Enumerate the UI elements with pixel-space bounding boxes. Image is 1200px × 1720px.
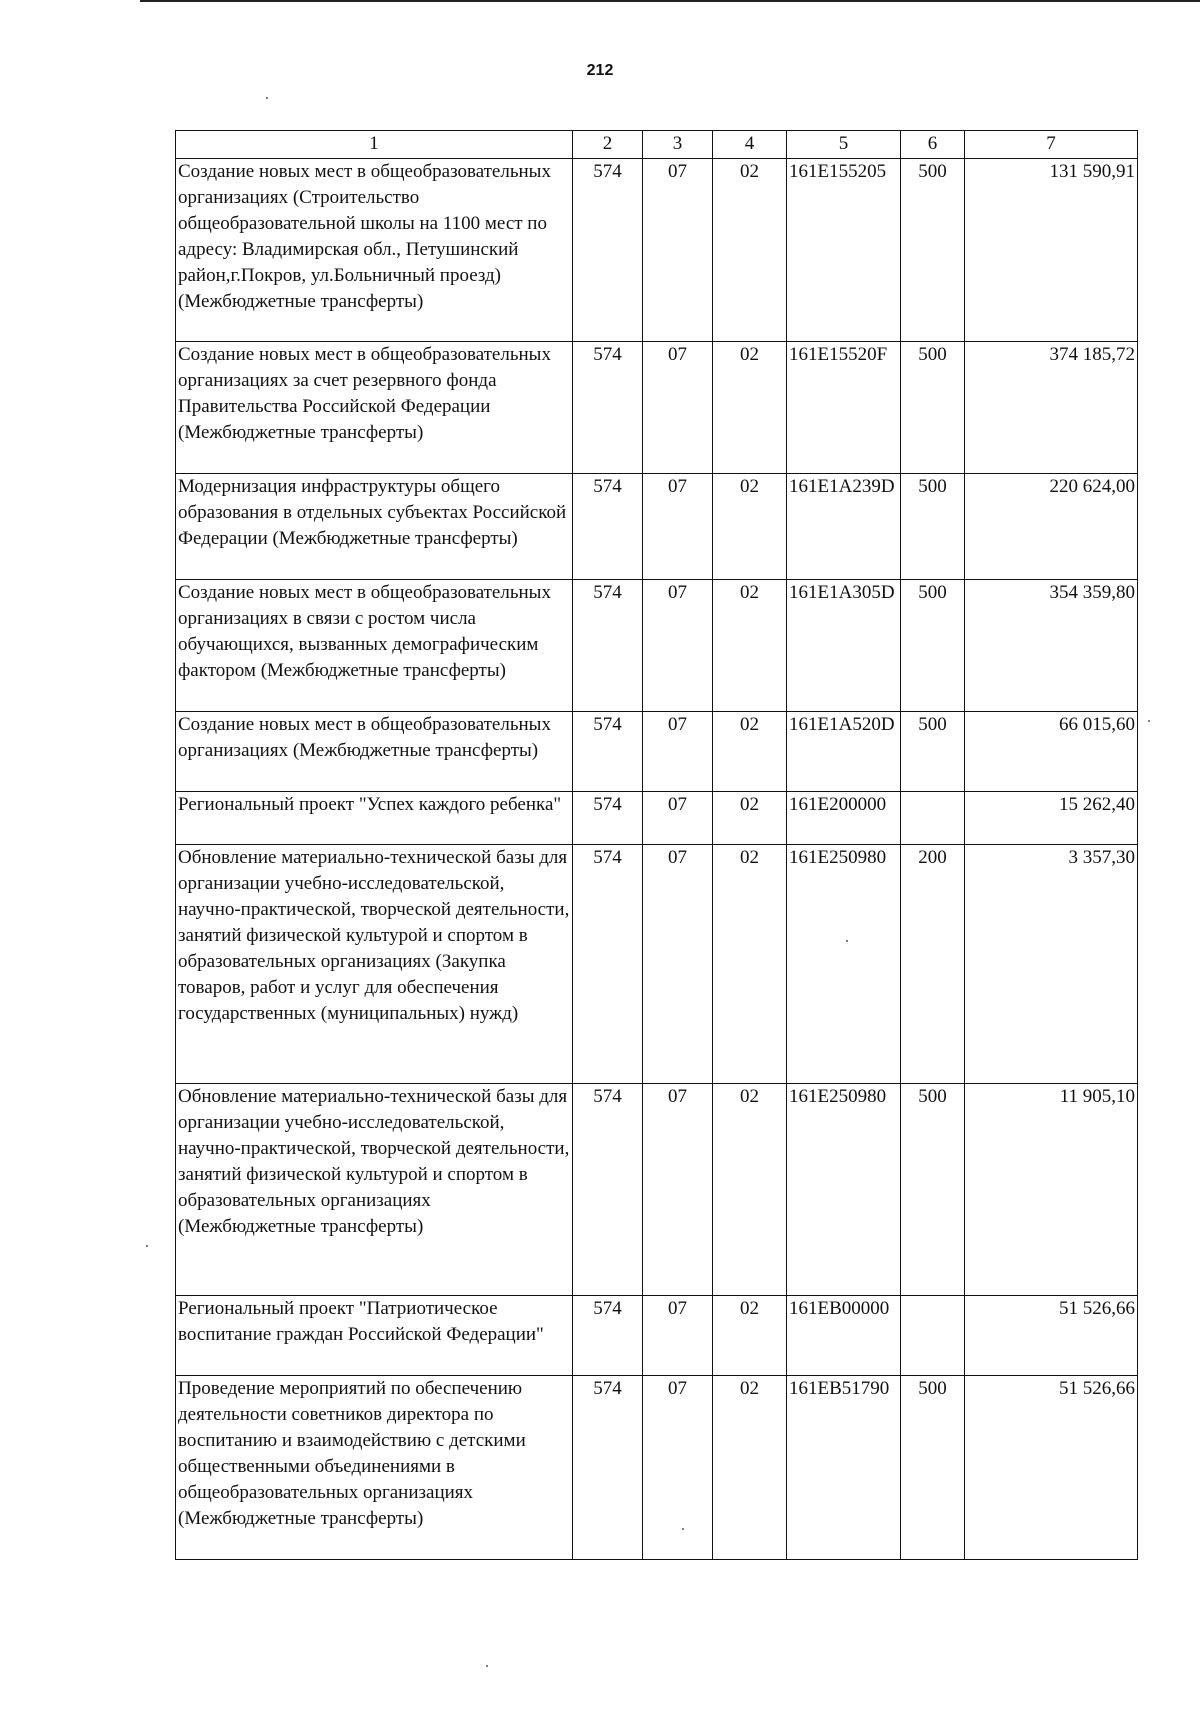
column-header-1: 1: [176, 131, 573, 159]
scan-speck: [846, 940, 848, 942]
row-amount: 131 590,91: [965, 159, 1138, 342]
top-border-line: [140, 0, 1200, 2]
row-expense-type: 500: [901, 580, 965, 712]
row-subsection: 02: [713, 342, 787, 474]
table-row: [176, 159, 1138, 342]
row-expense-type: 200: [901, 845, 965, 1084]
row-grbs: 574: [573, 845, 643, 1084]
row-name: Обновление материально-технической базы для организации учебно-исследовательской, научно-практической, творческой деятельности, занятий физической культурой и спортом в образовательных организациях (Закупка товаров, работ и услуг для обеспечения государственных (муниципальных) нужд): [176, 845, 573, 1084]
row-subsection: 02: [713, 474, 787, 580]
row-amount: 11 905,10: [965, 1084, 1138, 1296]
row-subsection: 02: [713, 712, 787, 792]
row-target-article: 161EB51790: [787, 1376, 901, 1560]
row-section: 07: [643, 474, 713, 580]
row-target-article: 161E1A305D: [787, 580, 901, 712]
row-target-article: 161E250980: [787, 845, 901, 1084]
table-row: [176, 580, 1138, 712]
row-grbs: 574: [573, 792, 643, 845]
row-target-article: 161E155205: [787, 159, 901, 342]
column-header-3: 3: [643, 131, 713, 159]
column-header-4: 4: [713, 131, 787, 159]
row-amount: 66 015,60: [965, 712, 1138, 792]
scan-speck: [486, 1665, 488, 1667]
row-section: 07: [643, 159, 713, 342]
header-row: [176, 131, 1138, 159]
row-section: 07: [643, 712, 713, 792]
row-expense-type: [901, 792, 965, 845]
row-expense-type: 500: [901, 342, 965, 474]
row-expense-type: [901, 1296, 965, 1376]
row-amount: 51 526,66: [965, 1376, 1138, 1560]
table-row: [176, 1376, 1138, 1560]
row-target-article: 161E1A239D: [787, 474, 901, 580]
table-row: [176, 474, 1138, 580]
column-header-2: 2: [573, 131, 643, 159]
table-row: [176, 712, 1138, 792]
row-expense-type: 500: [901, 474, 965, 580]
budget-table: [175, 130, 1138, 1560]
row-expense-type: 500: [901, 1376, 965, 1560]
scan-speck: [682, 1528, 684, 1530]
row-grbs: 574: [573, 1296, 643, 1376]
page-number: 212: [586, 62, 614, 79]
row-expense-type: 500: [901, 1084, 965, 1296]
row-section: 07: [643, 580, 713, 712]
table-row: [176, 792, 1138, 845]
row-name: Региональный проект "Успех каждого ребенка": [176, 792, 573, 845]
row-section: 07: [643, 1376, 713, 1560]
table-row: [176, 845, 1138, 1084]
column-header-5: 5: [787, 131, 901, 159]
table-row: [176, 1084, 1138, 1296]
row-section: 07: [643, 792, 713, 845]
row-subsection: 02: [713, 1296, 787, 1376]
row-name: Создание новых мест в общеобразовательных организациях (Межбюджетные трансферты): [176, 712, 573, 792]
row-grbs: 574: [573, 159, 643, 342]
row-amount: 51 526,66: [965, 1296, 1138, 1376]
row-name: Создание новых мест в общеобразовательных организациях за счет резервного фонда Правительства Российской Федерации (Межбюджетные трансферты): [176, 342, 573, 474]
row-grbs: 574: [573, 1376, 643, 1560]
row-target-article: 161E1A520D: [787, 712, 901, 792]
row-grbs: 574: [573, 342, 643, 474]
row-target-article: 161E200000: [787, 792, 901, 845]
row-grbs: 574: [573, 474, 643, 580]
row-amount: 3 357,30: [965, 845, 1138, 1084]
scan-speck: [266, 97, 268, 99]
row-amount: 220 624,00: [965, 474, 1138, 580]
scan-speck: [146, 1245, 148, 1247]
row-name: Модернизация инфраструктуры общего образования в отдельных субъектах Российской Федерации (Межбюджетные трансферты): [176, 474, 573, 580]
row-subsection: 02: [713, 159, 787, 342]
row-target-article: 161E250980: [787, 1084, 901, 1296]
row-name: Создание новых мест в общеобразовательных организациях в связи с ростом числа обучающихся, вызванных демографическим фактором (Межбюджетные трансферты): [176, 580, 573, 712]
column-header-7: 7: [965, 131, 1138, 159]
row-grbs: 574: [573, 580, 643, 712]
column-header-6: 6: [901, 131, 965, 159]
row-subsection: 02: [713, 845, 787, 1084]
row-expense-type: 500: [901, 712, 965, 792]
row-grbs: 574: [573, 1084, 643, 1296]
row-section: 07: [643, 845, 713, 1084]
table-row: [176, 342, 1138, 474]
row-target-article: 161EB00000: [787, 1296, 901, 1376]
table-row: [176, 1296, 1138, 1376]
row-name: Создание новых мест в общеобразовательных организациях (Строительство общеобразовательной школы на 1100 мест по адресу: Владимирская обл., Петушинский район,г.Покров, ул.Больничный проезд) (Межбюджетные трансферты): [176, 159, 573, 342]
row-section: 07: [643, 342, 713, 474]
row-subsection: 02: [713, 580, 787, 712]
row-subsection: 02: [713, 1376, 787, 1560]
row-subsection: 02: [713, 1084, 787, 1296]
row-amount: 15 262,40: [965, 792, 1138, 845]
row-subsection: 02: [713, 792, 787, 845]
row-section: 07: [643, 1084, 713, 1296]
row-amount: 354 359,80: [965, 580, 1138, 712]
row-target-article: 161E15520F: [787, 342, 901, 474]
row-grbs: 574: [573, 712, 643, 792]
row-name: Обновление материально-технической базы для организации учебно-исследовательской, научно-практической, творческой деятельности, занятий физической культурой и спортом в образовательных организациях (Межбюджетные трансферты): [176, 1084, 573, 1296]
row-name: Проведение мероприятий по обеспечению деятельности советников директора по воспитанию и взаимодействию с детскими общественными объединениями в общеобразовательных организациях (Межбюджетные трансферты): [176, 1376, 573, 1560]
row-section: 07: [643, 1296, 713, 1376]
row-name: Региональный проект "Патриотическое воспитание граждан Российской Федерации": [176, 1296, 573, 1376]
scan-speck: [1148, 720, 1150, 722]
row-amount: 374 185,72: [965, 342, 1138, 474]
row-expense-type: 500: [901, 159, 965, 342]
